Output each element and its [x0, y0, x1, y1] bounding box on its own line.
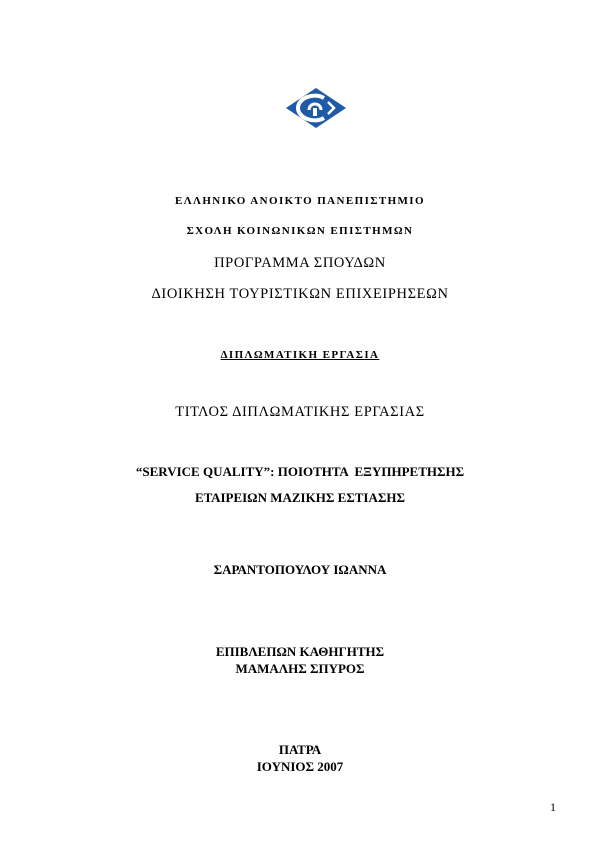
- page-number: 1: [550, 800, 556, 814]
- supervisor-label: ΕΠΙΒΛΕΠΩΝ ΚΑΘΗΓΗΤΗΣ: [215, 644, 385, 659]
- thesis-title-label: ΤΙΤΛΟΣ ΔΙΠΛΩΜΑΤΙΚΗΣ ΕΡΓΑΣΙΑΣ: [175, 404, 425, 420]
- thesis-title-line2: ΕΤΑΙΡΕΙΩΝ ΜΑΖΙΚΗΣ ΕΣΤΙΑΣΗΣ: [194, 490, 405, 505]
- university-name: ΕΛΛΗΝΙΚΟ ΑΝΟΙΚΤΟ ΠΑΝΕΠΙΣΤΗΜΙΟ: [175, 195, 425, 207]
- program-label: ΠΡΟΓΡΑΜΜΑ ΣΠΟΥΔΩΝ: [214, 255, 386, 271]
- author-name: ΣΑΡΑΝΤΟΠΟΥΛΟΥ ΙΩΑΝΝΑ: [213, 562, 387, 577]
- university-logo: [284, 86, 348, 130]
- date: ΙΟΥΝΙΟΣ 2007: [256, 759, 344, 774]
- supervisor-name: ΜΑΜΑΛΗΣ ΣΠΥΡΟΣ: [235, 661, 365, 676]
- school-name: ΣΧΟΛΗ ΚΟΙΝΩΝΙΚΩΝ ΕΠΙΣΤΗΜΩΝ: [186, 225, 414, 237]
- thesis-type: ΔΙΠΛΩΜΑΤΙΚΗ ΕΡΓΑΣΙΑ: [220, 349, 380, 361]
- place: ΠΑΤΡΑ: [278, 742, 322, 757]
- program-name: ΔΙΟΙΚΗΣΗ ΤΟΥΡΙΣΤΙΚΩΝ ΕΠΙΧΕΙΡΗΣΕΩΝ: [151, 286, 449, 302]
- thesis-title-line1: “SERVICE QUALITY”: ΠΟΙΟΤΗΤΑ ΕΞΥΠΗΡΕΤΗΣΗΣ: [135, 464, 465, 479]
